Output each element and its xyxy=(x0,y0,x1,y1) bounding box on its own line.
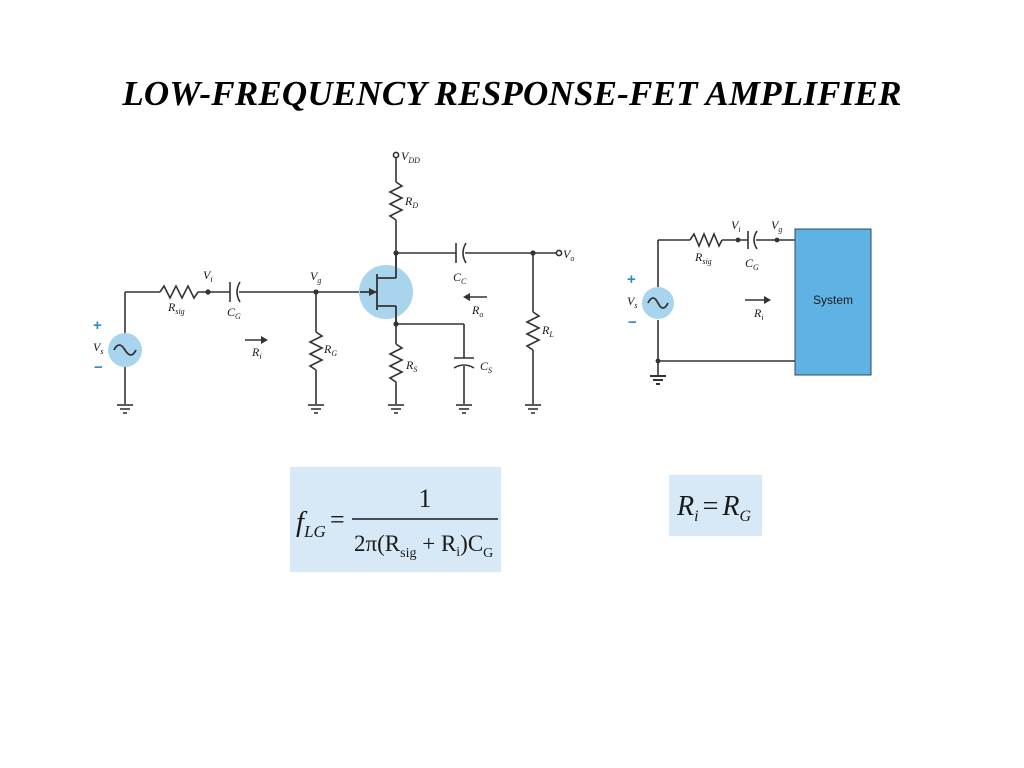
ground-symbol-system xyxy=(650,376,666,384)
system-minus-label: − xyxy=(628,314,637,331)
ri-formula-text: $R_i = R_G$ xyxy=(677,491,752,525)
system-vi-label: $V_i$ xyxy=(731,218,741,234)
rl-label: $R_L$ xyxy=(542,323,554,339)
flg-equals: = xyxy=(330,505,345,534)
system-vs-label: $V_s$ xyxy=(627,294,638,310)
cg-label: $C_G$ xyxy=(227,305,241,321)
system-plus-label: + xyxy=(627,271,636,288)
formula-ri xyxy=(669,475,762,536)
vdd-label: $V_{DD}$ xyxy=(401,149,420,165)
vs-label: $V_s$ xyxy=(93,340,104,356)
vo-label: $V_o$ xyxy=(563,247,575,263)
vi-label: $V_i$ xyxy=(203,268,213,284)
system-vg-label: $V_g$ xyxy=(771,218,783,234)
cc-label: $C_C$ xyxy=(453,270,467,286)
plus-label: + xyxy=(93,317,102,334)
vg-label: $V_g$ xyxy=(310,269,322,285)
rsig-label: $R_{sig}$ xyxy=(168,300,185,316)
flg-denominator: $2\pi(R_{sig} + R_i)C_G$ xyxy=(354,531,494,561)
ri-label: $R_i$ xyxy=(252,345,262,361)
cs-label: $C_S$ xyxy=(480,359,493,375)
ro-label: $R_o$ xyxy=(472,303,484,319)
system-ri-label: $R_i$ xyxy=(754,306,764,322)
formula-flg xyxy=(290,467,501,572)
slide-title: LOW-FREQUENCY RESPONSE-FET AMPLIFIER xyxy=(122,74,902,113)
rg-label: $R_G$ xyxy=(324,342,338,358)
rs-label: $R_S$ xyxy=(406,358,418,374)
formula-flg-box xyxy=(290,467,501,572)
flg-numerator: 1 xyxy=(418,484,432,513)
ac-source-system-icon xyxy=(642,287,674,319)
ri-arrow-system-icon xyxy=(745,296,771,304)
minus-label: − xyxy=(94,359,103,376)
system-label: System xyxy=(812,293,854,307)
formula-ri-box xyxy=(669,475,762,536)
rd-label: $R_D$ xyxy=(405,194,419,210)
flg-lhs: $f_{LG}$ xyxy=(296,506,326,541)
system-rsig-label: $R_{sig}$ xyxy=(695,250,712,266)
system-cg-label: $C_G$ xyxy=(745,256,759,272)
